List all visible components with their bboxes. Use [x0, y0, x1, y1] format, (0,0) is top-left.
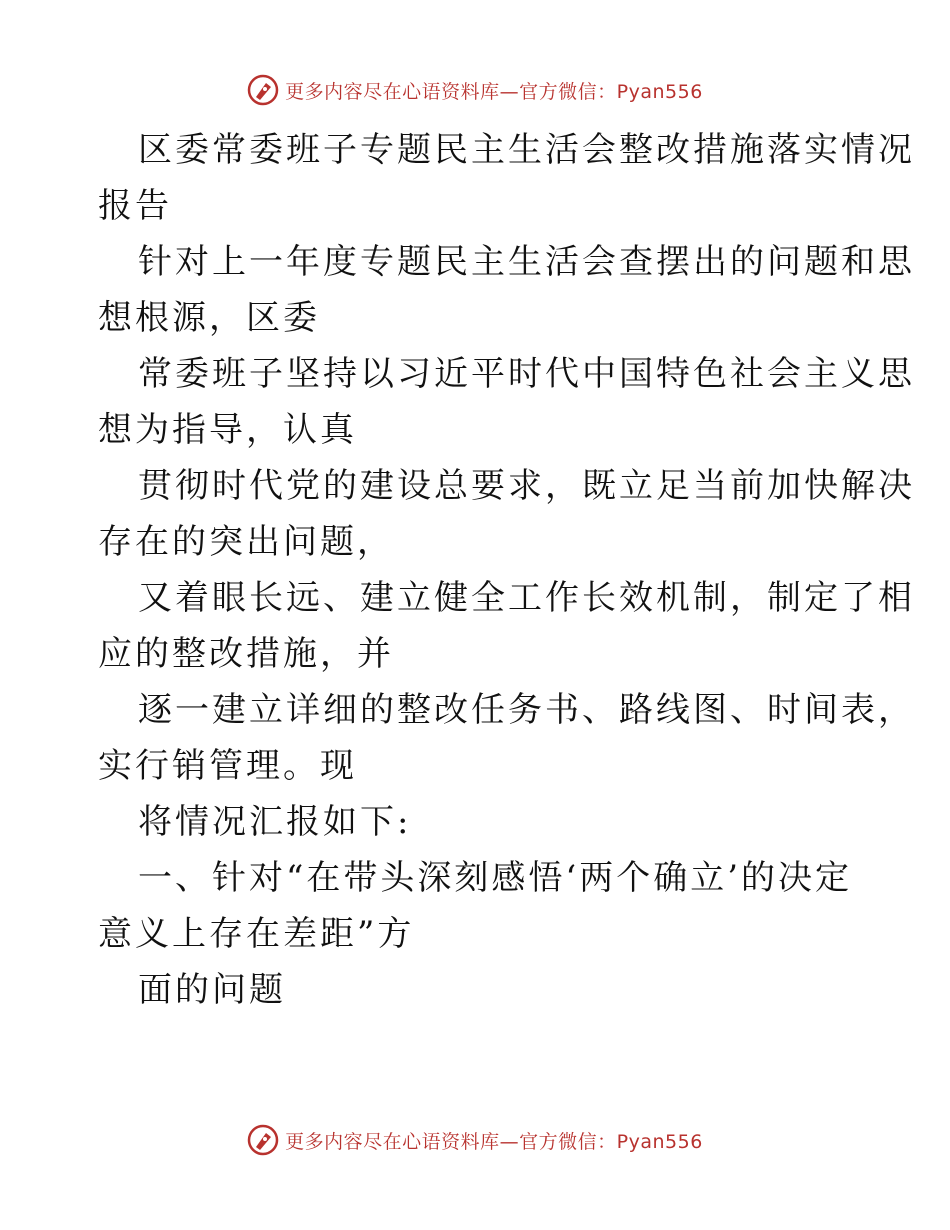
- document-line: 存在的突出问题，: [98, 522, 394, 562]
- document-line: 贯彻时代党的建设总要求，既立足当前加快解决: [138, 466, 915, 506]
- banner-text: 更多内容尽在心语资料库—官方微信：Pyan556: [285, 80, 703, 103]
- document-line: 想为指导，认真: [98, 410, 357, 450]
- document-line: 意义上存在差距”方: [98, 914, 415, 954]
- document-line: 实行销管理。现: [98, 746, 357, 786]
- document-line: 针对上一年度专题民主生活会查摆出的问题和思: [138, 242, 915, 282]
- footer-banner: [0, 1120, 950, 1160]
- document-line: 逐一建立详细的整改任务书、路线图、时间表，: [138, 690, 915, 730]
- document-line: 将情况汇报如下:: [138, 802, 412, 842]
- document-line: 常委班子坚持以习近平时代中国特色社会主义思: [138, 354, 915, 394]
- document-line: 又着眼长远、建立健全工作长效机制，制定了相: [138, 578, 915, 618]
- document-line: 一、针对“在带头深刻感悟‘两个确立’的决定: [138, 858, 852, 898]
- banner-text: 更多内容尽在心语资料库—官方微信：Pyan556: [285, 1130, 703, 1153]
- document-line: 报告: [98, 186, 172, 226]
- pen-nib-logo-icon: [247, 1124, 279, 1156]
- document-line: 面的问题: [138, 970, 286, 1010]
- document-line: 想根源，区委: [98, 298, 320, 338]
- document-line: 区委常委班子专题民主生活会整改措施落实情况: [138, 130, 915, 170]
- header-banner: [0, 70, 950, 110]
- document-line: 应的整改措施，并: [98, 634, 394, 674]
- pen-nib-logo-icon: [247, 74, 279, 106]
- document-body: [98, 122, 915, 1018]
